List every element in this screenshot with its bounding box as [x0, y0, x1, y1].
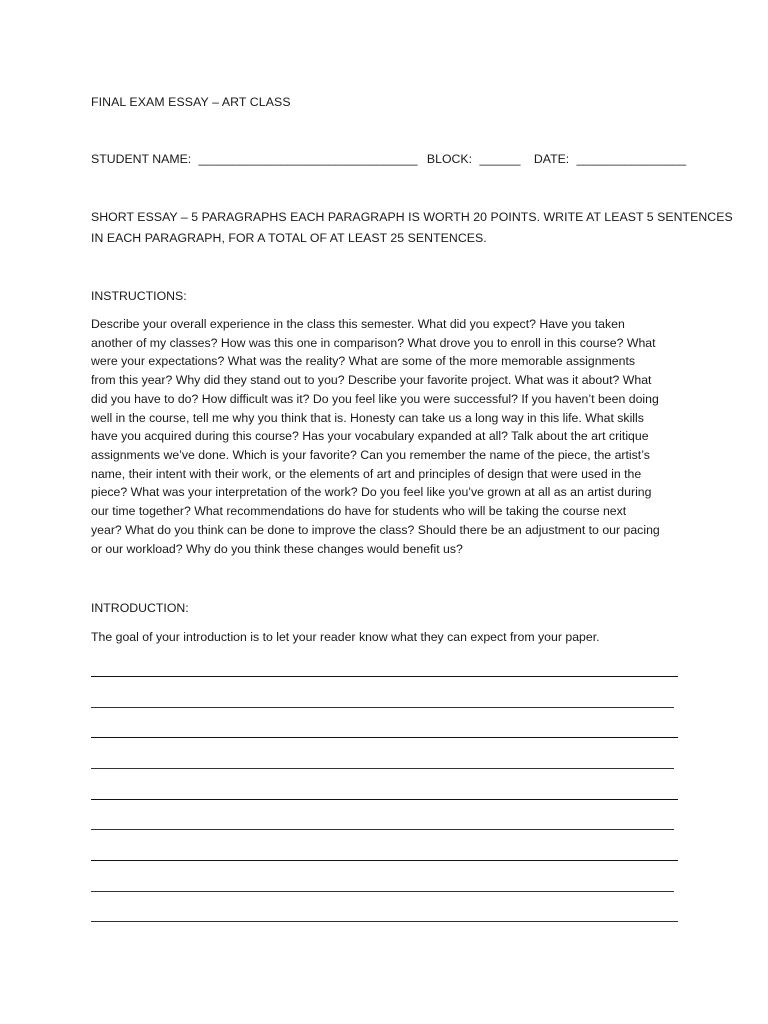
introduction-heading: INTRODUCTION: [91, 601, 189, 615]
instructions-line: name, their intent with their work, or the elements of art and principles of design that were used in the [91, 466, 642, 481]
student-name-field[interactable]: ________________________________ [198, 152, 418, 166]
writing-lines[interactable] [91, 0, 679, 1024]
instructions-line: from this year? Why did they stand out to you? Describe your favorite project. What was it about? What [91, 373, 652, 388]
instructions-line: year? What do you think can be done to improve the class? Should there be an adjustment to our pacing [91, 522, 660, 537]
block-label: BLOCK: [426, 152, 473, 166]
date-label: DATE: [533, 152, 570, 166]
writing-line[interactable] [91, 799, 678, 800]
instructions-line: Describe your overall experience in the class this semester. What did you expect? Have you taken [91, 317, 625, 331]
instructions-line: were your expectations? What was the reality? What are some of the more memorable assignments [91, 354, 636, 369]
date-field[interactable]: ________________ [576, 152, 687, 166]
writing-line[interactable] [91, 860, 678, 861]
instructions-line: piece? What was your interpretation of the work? Do you feel like you’ve grown at all as an artist during [91, 485, 652, 500]
instructions-heading: INSTRUCTIONS: [91, 289, 187, 303]
writing-line[interactable] [91, 921, 678, 922]
writing-line[interactable] [91, 829, 674, 830]
exam-title: FINAL EXAM ESSAY – ART CLASS [91, 95, 291, 109]
writing-line[interactable] [91, 891, 674, 892]
instructions-line: did you have to do? How difficult was it? Do you feel like you were successful? If you haven’t been doing [91, 391, 659, 406]
instructions-line: another of my classes? How was this one in comparison? What drove you to enroll in this course? What [91, 335, 656, 350]
writing-line[interactable] [91, 768, 674, 769]
instructions-line: our time together? What recommendations do have for students who will be taking the course next [91, 504, 627, 519]
instructions-line: assignments we’ve done. Which is your favorite? Can you remember the name of the piece, the artist’s [91, 448, 650, 463]
introduction-text: The goal of your introduction is to let your reader know what they can expect from your paper. [91, 630, 600, 644]
writing-line[interactable] [91, 676, 678, 677]
instructions-line: well in the course, tell me why you think that is. Honesty can take us a long way in this life. What skills [91, 410, 644, 425]
writing-line[interactable] [91, 707, 674, 708]
short-essay-line-1: SHORT ESSAY – 5 PARAGRAPHS EACH PARAGRAPH IS WORTH 20 POINTS. WRITE AT LEAST 5 SENTENCES [91, 210, 733, 224]
block-field[interactable]: ______ [479, 152, 521, 166]
instructions-line: have you acquired during this course? Has your vocabulary expanded at all? Talk about the art critique [91, 429, 649, 444]
instructions-line: or our workload? Why do you think these changes would benefit us? [91, 541, 463, 556]
short-essay-line-2: IN EACH PARAGRAPH, FOR A TOTAL OF AT LEAST 25 SENTENCES. [91, 231, 487, 245]
student-name-label: STUDENT NAME: [91, 152, 192, 166]
writing-line[interactable] [91, 737, 678, 738]
